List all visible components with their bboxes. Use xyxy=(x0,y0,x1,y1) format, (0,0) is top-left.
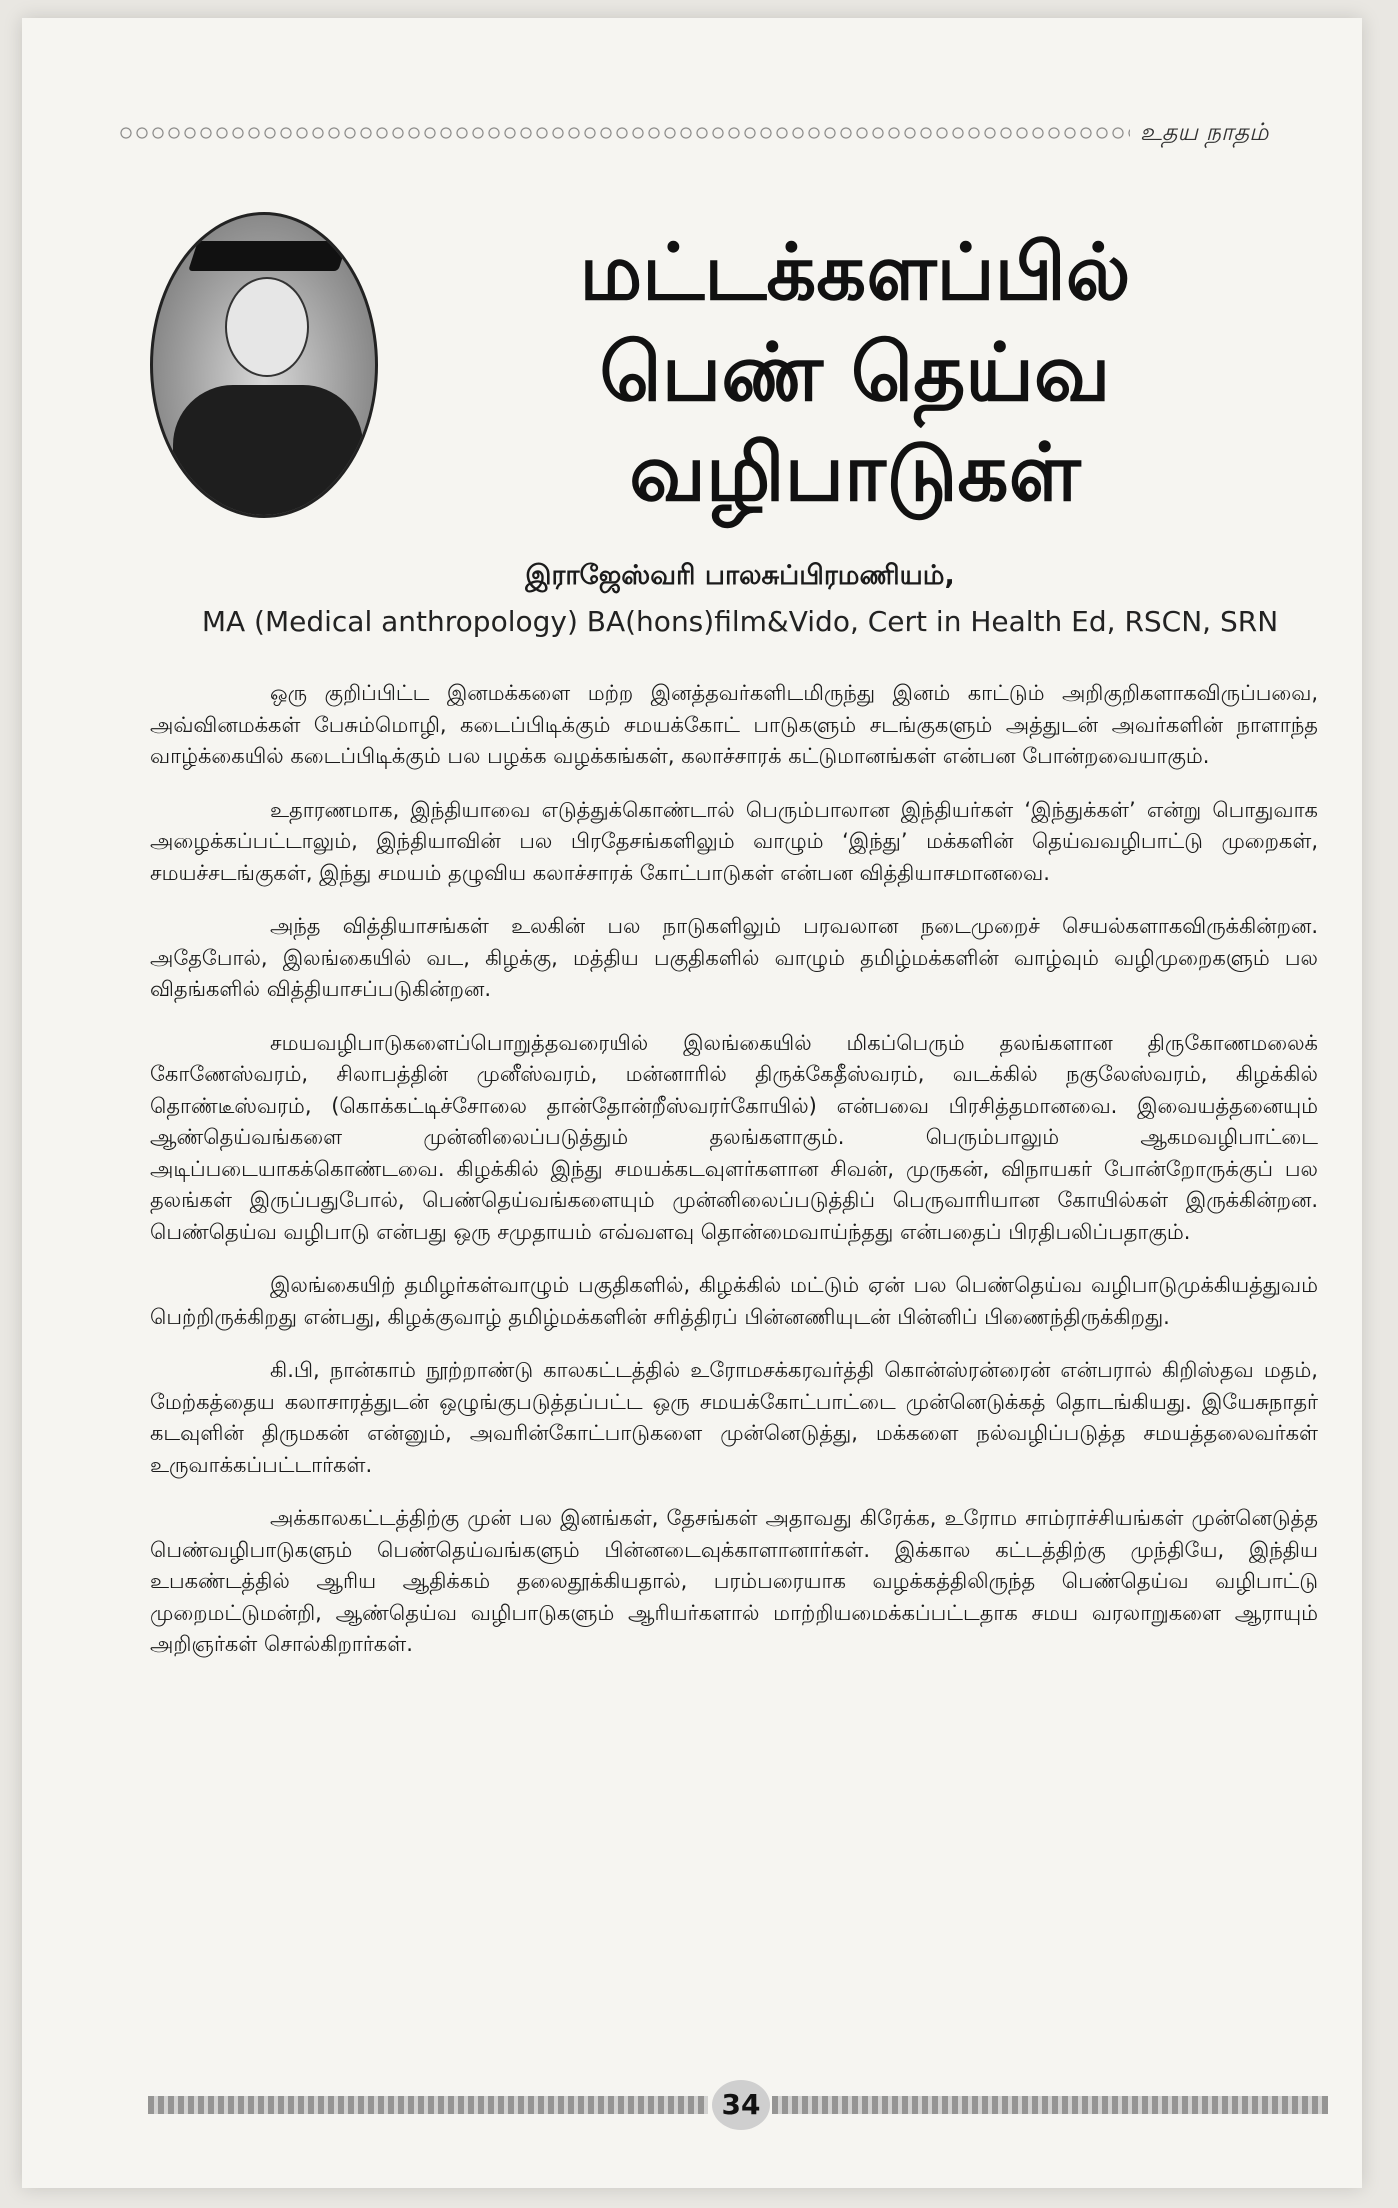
footer-decorative-rule-left xyxy=(148,2096,708,2114)
paragraph-6: கி.பி, நான்காம் நூற்றாண்டு காலகட்டத்தில் உரோமசக்கரவர்த்தி கொன்ஸ்ரன்ரைன் என்பரால் கிறிஸ்தவ மதம், மேற்கத்தைய கலாசாரத்துடன் ஒழுங்குபடுத்தப்பட்ட ஒரு சமயக்கோட்பாட்டை முன்னெடுக்கத் தொடங்கியது. இயேசுநாதர் கடவுளின் திருமகன் என்னும், அவரின்கோட்பாடுகளை முன்னெடுத்து, மக்களை நல்வழிப்படுத்த சமயத்தலைவர்கள் உருவாக்கப்பட்டார்கள். xyxy=(150,1358,1318,1477)
title-line-2: பெண் தெய்வ வழிபாடுகள் xyxy=(599,325,1111,519)
graduation-cap-icon xyxy=(188,241,348,271)
paragraph-3: அந்த வித்தியாசங்கள் உலகின் பல நாடுகளிலும் பரவலான நடைமுறைச் செயல்களாகவிருக்கின்றன. அதேபோல், இலங்கையில் வட, கிழக்கு, மத்திய பகுதிகளில் வாழும் தமிழ்மக்களின் வாழ்வும் வழிமுறைகளும் பல விதங்களில் வித்தியாசப்படுகின்றன. xyxy=(150,914,1318,1001)
author-name: இராஜேஸ்வரி பாலசுப்பிரமணியம், xyxy=(525,560,955,591)
running-head: உதய நாதம் xyxy=(1140,118,1269,146)
author-credentials: MA (Medical anthropology) BA(hons)film&Vido, Cert in Health Ed, RSCN, SRN xyxy=(201,605,1279,638)
page-number: 34 xyxy=(712,2080,770,2130)
paragraph-4: சமயவழிபாடுகளைப்பொறுத்தவரையில் இலங்கையில் மிகப்பெரும் தலங்களான திருகோணமலைக் கோணேஸ்வரம், சிலாபத்தின் முனீஸ்வரம், மன்னாரில் திருக்கேதீஸ்வரம், வடக்கில் நகுலேஸ்வரம், கிழக்கில் தொண்டீஸ்வரம், (கொக்கட்டிச்சோலை தான்தோன்றீஸ்வரர்கோயில்) என்பவை பிரசித்தமானவை. இவையத்தனையும் ஆண்தெய்வங்களை முன்னிலைப்படுத்தும் தலங்களாகும். பெரும்பாலும் ஆகமவழிபாட்டை அடிப்படையாகக்கொண்டவை. கிழக்கில் இந்து சமயக்கடவுளர்களான சிவன், முருகன், விநாயகர் போன்றோருக்குப் பல தலங்கள் இருப்பதுபோல், பெண்தெய்வங்களையும் முன்னிலைப்படுத்திப் பெருவாரியான கோயில்கள் இருக்கின்றன. பெண்தெய்வ வழிபாடு என்பது ஒரு சமுதாயம் எவ்வளவு தொன்மைவாய்ந்தது என்பதைப் பிரதிபலிப்பதாகும். xyxy=(150,1030,1318,1244)
paragraph-1: ஒரு குறிப்பிட்ட இனமக்களை மற்ற இனத்தவர்களிடமிருந்து இனம் காட்டும் அறிகுறிகளாகவிருப்பவை, அவ்வினமக்கள் பேசும்மொழி, கடைப்பிடிக்கும் சமயக்கோட் பாடுகளும் சடங்குகளும் அத்துடன் அவர்களின் நாளாந்த வாழ்க்கையில் கடைப்பிடிக்கும் பல பழக்க வழக்கங்கள், கலாச்சாரக் கட்டுமானங்கள் என்பன போன்றவையாகும். xyxy=(150,681,1318,768)
footer-decorative-rule-right xyxy=(772,2096,1328,2114)
portrait-face xyxy=(225,277,309,377)
article-body xyxy=(150,678,1318,1683)
paragraph-5: இலங்கையிற் தமிழர்கள்வாழும் பகுதிகளில், கிழக்கில் மட்டும் ஏன் பல பெண்தெய்வ வழிபாடுமுக்கியத்துவம் பெற்றிருக்கிறது என்பது, கிழக்குவாழ் தமிழ்மக்களின் சரித்திரப் பின்னணியுடன் பின்னிப் பிணைந்திருக்கிறது. xyxy=(150,1273,1318,1329)
paragraph-2: உதாரணமாக, இந்தியாவை எடுத்துக்கொண்டால் பெரும்பாலான இந்தியர்கள் ‘இந்துக்கள்’ என்று பொதுவாக அழைக்கப்பட்டாலும், இந்தியாவின் பல பிரதேசங்களிலும் வாழும் ‘இந்து’ மக்களின் தெய்வவழிபாட்டு முறைகள், சமயச்சடங்குகள், இந்து சமயம் தழுவிய கலாச்சாரக் கோட்பாடுகள் என்பன வித்தியாசமானவை. xyxy=(150,797,1318,885)
title-line-1: மட்டக்களப்பில் xyxy=(579,228,1131,318)
article-title xyxy=(390,225,1320,523)
portrait-gown xyxy=(173,385,363,518)
author-portrait xyxy=(150,212,378,518)
header-decorative-rule xyxy=(120,122,1130,144)
author-byline xyxy=(190,560,1290,638)
paragraph-7: அக்காலகட்டத்திற்கு முன் பல இனங்கள், தேசங்கள் அதாவது கிரேக்க, உரோம சாம்ராச்சியங்கள் முன்னெடுத்த பெண்வழிபாடுகளும் பெண்தெய்வங்களும் பின்னடைவுக்காளானார்கள். இக்கால கட்டத்திற்கு முந்தியே, இந்திய உபகண்டத்தில் ஆரிய ஆதிக்கம் தலைதூக்கியதால், பரம்பரையாக வழக்கத்திலிருந்த பெண்தெய்வ வழிபாட்டு முறைமட்டுமன்றி, ஆண்தெய்வ வழிபாடுகளும் ஆரியர்களால் மாற்றியமைக்கப்பட்டதாக சமய வரலாறுகளை ஆராயும் அறிஞர்கள் சொல்கிறார்கள். xyxy=(150,1506,1318,1656)
